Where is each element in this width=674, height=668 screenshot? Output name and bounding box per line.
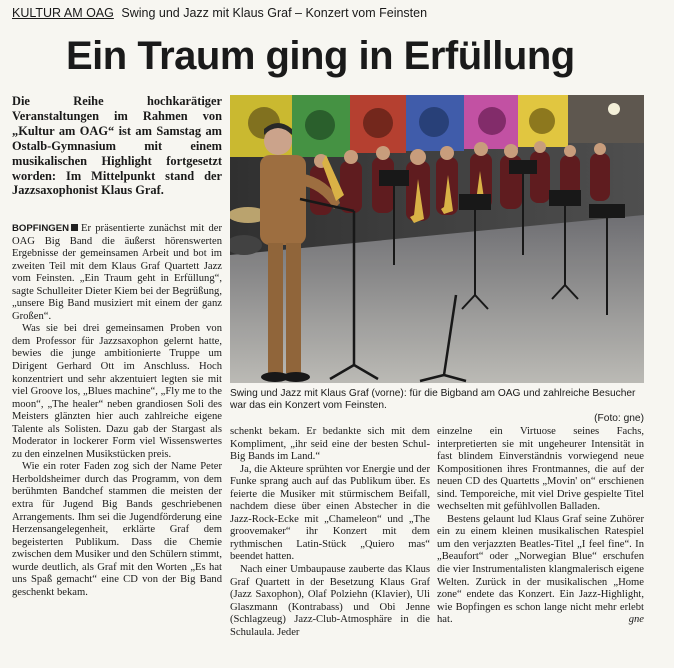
concert-photo bbox=[230, 95, 644, 383]
caption-text: Swing und Jazz mit Klaus Graf (vorne): für die Bigband am OAG und zahlreiche Besucher war das ein Konzert vom Feinsten. bbox=[230, 388, 636, 412]
article-text: Bestens gelaunt lud Klaus Graf seine Zuhörer ein zu einem kleinen musikalischen Ratespiel um den verjazzten Beatles-Titel „I feel fine“. In „Beaufort“ oder „Norwegian Blue“ erschufen die vier Instrumentalisten klangmalerisch eigene Welten. Zurück in der musikalischen „Home zone“ endete das Konzert. Ein Jazz-Highlight, wie Bopfingen es schon lange nicht mehr erlebt hat. bbox=[437, 513, 644, 626]
dateline: BOPFINGEN bbox=[12, 223, 70, 234]
photo-caption bbox=[230, 388, 644, 425]
lead-paragraph: Die Reihe hochkarätiger Veranstaltungen im Rahmen von „Kultur am OAG“ ist am Samstag am Ostalb-Gymnasium mit einem musikalischen Highlight fortgesetzt worden: Im Mittelpunkt stand der Jazzsaxophonist Klaus Graf. bbox=[12, 94, 222, 198]
kicker-subline: Swing und Jazz mit Klaus Graf – Konzert vom Feinsten bbox=[121, 6, 428, 20]
article-kicker bbox=[12, 6, 662, 20]
author-signature: gne bbox=[628, 614, 644, 626]
dateline-square-icon bbox=[71, 224, 78, 231]
article-text: Er präsentierte zunächst mit der OAG Big Band die äußerst hörenswerten Ergebnisse der gemeinsamen Arbeit und bot im zweiten Teil mit dem Klaus Graf Quartett Jazz vom Feinsten. „Ein Traum geht in Erfüllung“, sagte Schulleiter Dieter Kiem bei der Begrüßung, „unsere Big Band musiziert mit einem der ganz Großen“. bbox=[12, 223, 222, 322]
photo-credit: (Foto: gne) bbox=[594, 412, 644, 424]
article-paragraph: Ja, die Akteure sprühten vor Energie und der Funke sprang auch auf das Publikum über. Es feierte die Musiker mit stürmischem Beifall, nachdem diese über einen Abstecher in die Jazz-Rock-Ecke mit „Chameleon“ und „The groovemaker“ ihr Konzert mit dem rythmischen Latin-Stück „Quiero mas“ beendet hatten. bbox=[230, 463, 430, 563]
article-column-3 bbox=[437, 426, 644, 663]
article-column-2 bbox=[230, 426, 430, 663]
article-paragraph: schenkt bekam. Er bedankte sich mit dem Kompliment, „ihr seid eine der besten Schul-Big Bands im Land.“ bbox=[230, 426, 430, 463]
article-paragraph bbox=[12, 223, 222, 323]
article-paragraph: einzelne ein Virtuose seines Fachs, interpretierten sie mit ungeheurer Intensität in fast blindem Einverständnis vorwiegend neue Kompositionen ihres Frontmannes, die auf der neuen CD des Quartetts „Movin' on“ erschienen sind. Temporeiche, mit viel Drive gespielte Titel wechselten mit gefühlvollen Balladen. bbox=[437, 426, 644, 513]
article-paragraph: Nach einer Umbaupause zauberte das Klaus Graf Quartett in der Besetzung Klaus Graf (Jazz Saxophon), Olaf Polziehn (Klavier), Uli Glaszmann (Kontrabass) und Obi Jenne (Schlagzeug) Jazz-Club-Atmosphäre in die Schulaula. Jeder bbox=[230, 564, 430, 638]
section-rubric: KULTUR AM OAG bbox=[12, 6, 114, 20]
headline: Ein Traum ging in Erfüllung bbox=[66, 34, 575, 78]
concert-photo-illustration bbox=[230, 95, 644, 383]
article-column-1 bbox=[12, 223, 222, 663]
article-paragraph: Was sie bei drei gemeinsamen Proben von dem Professor für Jazzsaxophon gelernt hatte, bewies die junge ambitionierte Truppe um Dirigent Gerhard Ott im Anschluss. Hoch konzentriert und sehr akzentuiert legten sie mit viel Groove los, „Blues machine“, „Fly me to the moon“, „The healer“ neben grandiosen Soli des Meisters glänzten hier auch zahlreiche eigene Talente als Solisten. Dazu gab der Stargast als Moderator in lockerer Form viel Wissenswertes zu den einzelnen Musikstücken preis. bbox=[12, 323, 222, 460]
article-paragraph: Wie ein roter Faden zog sich der Name Peter Herboldsheimer durch das Programm, von dem berühmten Bandchef stammen die meisten der extra für Jugend Big Bands geschriebenen Arrangements. Ihm sei die Jugendförderung eine Herzensangelegenheit, erklärte Graf dem begeisterten Publikum. Dass die Chemie zwischen dem Musiker und den Schülern stimmt, wurde deutlich, als Graf mit den Worten „Es hat uns Spaß gemacht“ eine CD von der Big Band geschenkt bekam. bbox=[12, 461, 222, 598]
article-paragraph bbox=[437, 514, 644, 627]
